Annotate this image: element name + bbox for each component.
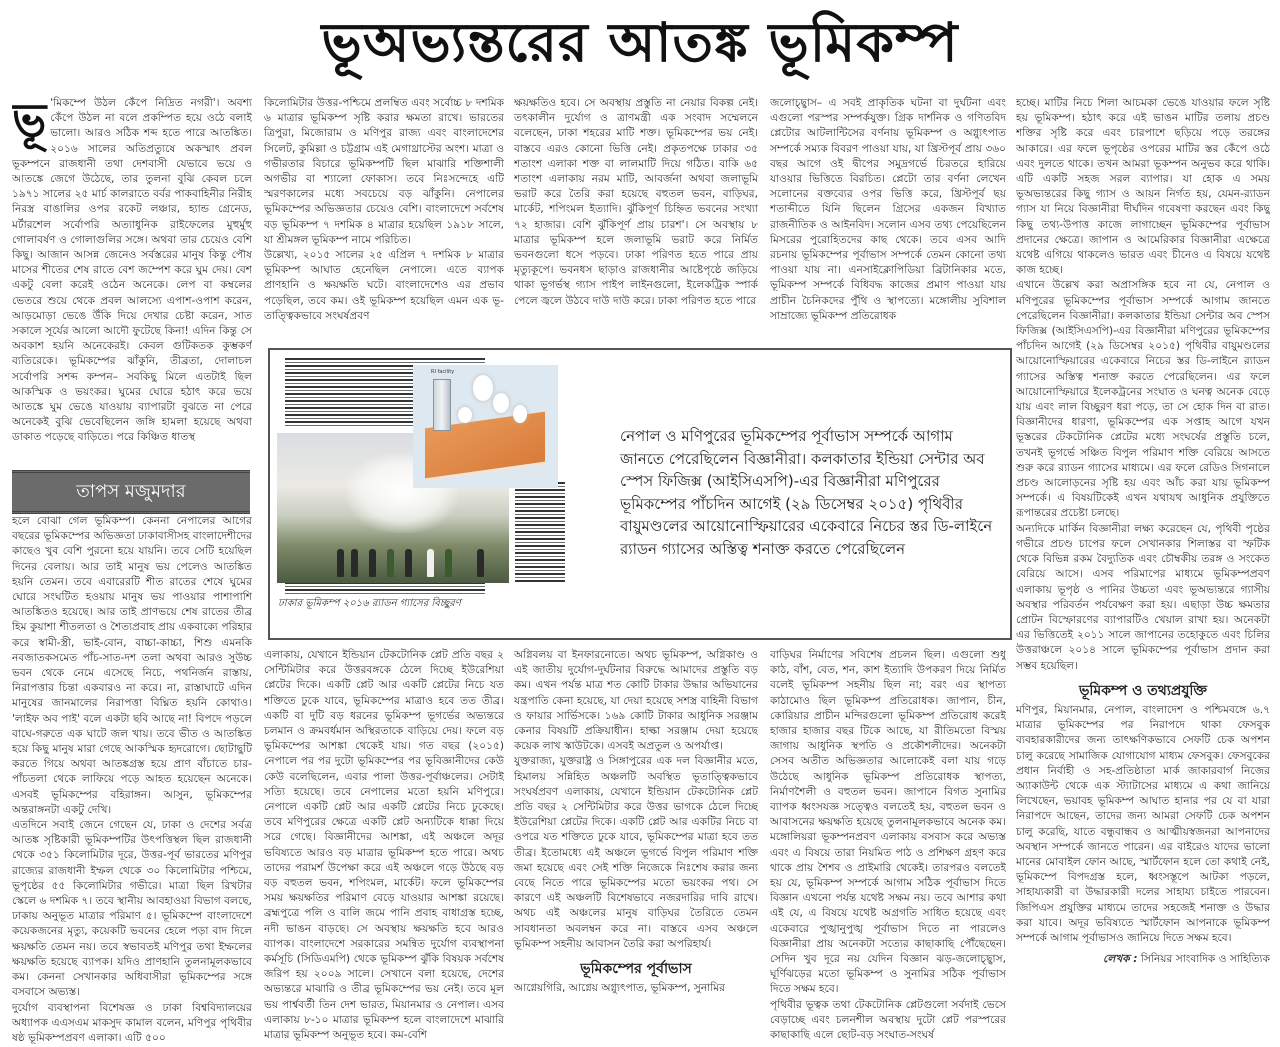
column-2-bottom (264, 648, 504, 1044)
headline: ভূঅভ্যন্তরের আতঙ্ক ভূমিকম্প (321, 10, 959, 74)
paragraph: হলে বোঝা গেল ভূমিকম্প। কেননা নেপালের আগের বছরের ভূমিকম্পের অভিজ্ঞতা ঢাকাবাসীসহ বাংলাদেশীদের কাছেও খুব বেশি পুরনো হয়ে যায়নি। তবে সেটি হয়েছিল দিনের বেলায়। আর তাই মানুষ ভয় পেলেও আতঙ্কিত হয়নি তেমন। তবে এবারেরটি শীত রাতের শেষে ঘুমের ঘোরে সংঘটিত হওয়ায় মানুষ ভয় পাওয়ার পাশাপাশি আতঙ্কিতও হয়েছে। আর তাই প্রাণভয়ে শেষ রাতের তীব্র হিম কুয়াশা শীতলতা ও শৈত্যপ্রবাহ প্রায় একবাক্যে পরিহার করে স্বামী-স্ত্রী, ভাই-বোন, বাচ্চা-কাচ্চা, শিশু এমনকি নবজাতকসমেত পাঁচ-সাত-দশ তলা অথবা আরও সুউচ্চ ভবন থেকে নেমে এসেছে নিচে, পথনির্জন রাস্তায়, নিরাপত্তার চিন্তা একবারও না করে। না, রাস্তাঘাটে এদিন মানুষের জানমালের নিরাপত্তা বিঘ্নিত হয়নি কোথাও। 'লাইফ অব পাই' বলে একটা ছবি আছে না! বিপদে পড়লে বাঘে-গরুতে এক ঘাটে জল খায়। তবে ভীত ও আতঙ্কিত হয়ে কিছু মানুষ মারা গেছে আকস্মিক হৃদরোগে। ছোটাছুটি করতে গিয়ে অথবা আতঙ্কগ্রস্ত হয়ে প্রাণ বাঁচাতে চার-পাঁচতলা থেকে লাফিয়ে পড়ে আহত হয়েছেন অনেকে। এসবই ভূমিকম্পের বহিরাঙ্গন। আসুন, ভূমিকম্পের অন্তরাঙ্গনটা একটু দেখি। (12, 515, 252, 816)
paragraph: বাড়িঘর নির্মাণের সবিশেষ প্রচলন ছিল। এগুলো শুধু কাঠ, বাঁশ, বেত, শন, কাশ ইত্যাদি উপকরণ দিয়ে নির্মিত বলেই ভূমিকম্প সহনীয় ছিল না; বরং এর স্থাপত্য কাঠামোও ছিল ভূমিকম্প প্রতিরোধক। জাপান, চীন, কোরিয়ার প্রাচীন মন্দিরগুলো ভূমিকম্প প্রতিরোধ করেই হাজার হাজার বছর টিকে আছে, যা রীতিমতো বিস্ময় জাগায় আধুনিক স্থপতি ও প্রকৌশলীদের। অনেকটা সেসব অতীত অভিজ্ঞতার আলোকেই বলা যায় গড়ে উঠেছে আধুনিক ভূমিকম্প প্রতিরোধক স্থাপত্য, নির্মাণশৈলী ও বহুতল ভবন। জাপানে বিগত সুনামির ব্যাপক ধ্বংসযজ্ঞ সত্ত্বেও বলতেই হয়, বহুতল ভবন ও আবাসনের ক্ষয়ক্ষতি হয়েছে তুলনামূলকভাবে অনেক কম। মঙ্গোলিয়রা ভূকম্পনপ্রবণ এলাকায় বসবাস করে অভ্যস্ত এবং এ বিষয়ে তারা নিয়মিত পাঠ ও প্রশিক্ষণ গ্রহণ করে থাকে প্রায় শৈশব ও প্রাইমারি থেকেই। তারপরও বলতেই হয় যে, ভূমিকম্প সম্পর্কে আগাম সঠিক পূর্বাভাস দিতে বিজ্ঞান এখনো পর্যন্ত যথেষ্ট সক্ষম নয়। তবে আশার কথা এই যে, এ বিষয়ে যথেষ্ট অগ্রগতি সাধিত হয়েছে এবং একেবারে পুঙ্খানুপুঙ্খ পূর্বাভাস দিতে না পারলেও বিজ্ঞানীরা প্রায় অনেকটা সত্যের কাছাকাছি পৌঁছেছেন। সেদিন খুব দূরে নয় যেদিন বিজ্ঞান ঝড়-জলোচ্ছ্বাস, ঘূর্ণিঝড়ের মতো ভূমিকম্প ও সুনামির সঠিক পূর্বাভাস দিতে সক্ষম হবে। (770, 649, 1006, 996)
paragraph: এলাকায়, যেখানে ইন্ডিয়ান টেকটোনিক প্লেট প্রতি বছর ২ সেন্টিমিটার করে উত্তরবঙ্গকে ঠেলে দিচ্ছে ইউরেশিয়া প্লেটের দিকে। একটি প্লেট আর একটি প্লেটের নিচে যত শক্তিতে ঢুকে যাবে, ভূমিকম্পের মাত্রাও হবে তত তীব্র। একটি বা দুটি বড় ধরনের ভূমিকম্প ভূগর্ভের অভ্যন্তরে চলমান ও ক্রমবর্ধমান অস্থিরতাকে বাড়িয়ে দেয়। ফলে বড় ভূমিকম্পের আশঙ্কা থেকেই যায়। গত বছর (২০১৫) নেপালে পর পর দুটো ভূমিকম্পের পর ভূবিজ্ঞানীদের কেউ কেউ বলেছিলেন, এবার পালা উত্তর-পূর্বাঞ্চলের। সেটাই সত্যি হয়েছে। তবে নেপালের মতো হয়নি মণিপুরে। নেপালে একটি প্লেট আর একটি প্লেটের নিচে ঢুকেছে। তবে মণিপুরের ক্ষেত্রে একটি প্লেট অন্যটিকে ধাক্কা দিয়ে সরে গেছে। বিজ্ঞানীদের আশঙ্কা, এই অঞ্চলে অদূর ভবিষ্যতে আরও বড় মাত্রার ভূমিকম্প হতে পারে। অথচ তাদের পরামর্শ উপেক্ষা করে এই অঞ্চলে গড়ে উঠছে বড় বড় বহুতল ভবন, শপিংমল, মার্কেট। ফলে ভূমিকম্পের সময় ক্ষয়ক্ষতির পরিমাণ বেড়ে যাওয়ার আশঙ্কা রয়েছে। ব্রহ্মপুত্রে পলি ও বালি জমে পানি প্রবাহ বাধাগ্রস্ত হচ্ছে, নদী ভাঙন বাড়ছে। সে অবস্থায় ক্ষয়ক্ষতি হবে আরও ব্যাপক। বাংলাদেশে সরকারের সমন্বিত দুর্যোগ ব্যবস্থাপনা কর্মসূচি (সিডিএমপি) থেকে ভূমিকম্প ঝুঁকি বিষয়ক সর্বশেষ জরিপ হয় ২০০৯ সালে। সেখানে বলা হয়েছে, দেশের অভ্যন্তরে মাঝারি ও তীব্র ভূমিকম্পের ভয় নেই। তবে মূল ভয় পার্শ্ববর্তী তিন দেশ ভারত, মিয়ানমার ও নেপাল। এসব এলাকায় ৮-১০ মাত্রার ভূমিকম্প হলে বাংলাদেশে মাঝারি মাত্রার ভূমিকম্প অনুভূত হবে। কম-বেশি (264, 649, 504, 1042)
column-4-bottom (770, 648, 1006, 1044)
column-5 (1016, 96, 1270, 1046)
dropcap: ভূ (12, 96, 47, 147)
paragraph: দুর্যোগ ব্যবস্থাপনা বিশেষজ্ঞ ও ঢাকা বিশ্ববিদ্যালয়ের অধ্যাপক এএসএম মাকসুদ কামাল বলেন, মণিপুর পৃথিবীর ষষ্ঠ ভূমিকম্পপ্রবণ এলাকা। এটি ৫০০ (12, 1001, 252, 1044)
diagram-label: RI facility (431, 369, 455, 375)
paragraph: অগ্নিবলয় বা ইনফারনোতে। অথচ ভূমিকম্প, অগ্নিকাণ্ড ও এই জাতীয় দুর্যোগ-দুর্ঘটনার বিরুদ্ধে আমাদের প্রস্তুতি বড় কম। এখন পর্যন্ত মাত্র শত কোটি টাকার উদ্ধার অভিযানের যন্ত্রপাতি কেনা হয়েছে, যা দেয়া হয়েছে সশস্ত্র বাহিনী বিভাগ ও ফায়ার সার্ভিসকে। ১৬৯ কোটি টাকার আধুনিক সরঞ্জাম কেনার বিষয়টি প্রক্রিয়াধীন। হাল্কা সরঞ্জাম দেয়া হয়েছে কয়েক লাখ স্কাউটকে। এসবই অপ্রতুল ও অপর্যাপ্ত। (514, 649, 758, 753)
paragraph: এখানে উল্লেখ করা অপ্রাসঙ্গিক হবে না যে, নেপাল ও মণিপুরের ভূমিকম্পের পূর্বাভাস সম্পর্কে আগাম জানতে পেরেছিলেন বিজ্ঞানীরা। কলকাতার ইন্ডিয়া সেন্টার অব স্পেস ফিজিক্স (আইসিএসপি)-এর বিজ্ঞানীরা মণিপুরের ভূমিকম্পের পাঁচদিন আগেই (২৯ ডিসেম্বর ২০১৫) পৃথিবীর বায়ুমণ্ডলের আয়োনোস্ফিয়ারের একেবারে নিচের স্তর ডি-লাইনে র‌্যাডন গ্যাসের অস্তিত্ব শনাক্ত করতে পেরেছিলেন। এর ফলে আয়োনোস্ফিয়ারে ইলেকট্রনের সংঘাত ও ঘনত্ব অনেক বেড়ে যায় এবং লাল বিচ্ছুরণ ধরা পড়ে, তা সে হোক দিন বা রাত। বিজ্ঞানীদের ধারণা, ভূমিকম্পের এক সপ্তাহ আগে যখন ভূস্তরের টেকটোনিক প্লেটের মধ্যে সংঘর্ষের প্রস্তুতি চলে, তখনই ভূগর্ভে সঞ্চিত বিপুল পরিমাণ শক্তি বেরিয়ে আসতে শুরু করে র‌্যাডন গ্যাসের মাধ্যমে। এর ফলে রেডিও সিগনালে প্রচণ্ড আলোড়নের সৃষ্টি হয় এবং আঁচ করা যায় ভূমিকম্প সম্পর্কে। এ বিষয়টিকেই এখন যথাযথ আধুনিক প্রযুক্তিতে রূপান্তরের প্রচেষ্টা চলছে। (1016, 279, 1270, 520)
paragraph: ক্ষয়ক্ষতিও হবে। সে অবস্থায় প্রস্তুতি না নেয়ার বিকল্প নেই। তৎকালীন দুর্যোগ ও ত্রাণমন্ত্রী এক সংবাদ সম্মেলনে বলেছেন, ঢাকা শহরের মাটি শক্ত। ভূমিকম্পের ভয় নেই। বাস্তবে এরও কোনো ভিত্তি নেই। প্রকৃতপক্ষে ঢাকার ৩৫ শতাংশ এলাকা শক্ত বা লালমাটি দিয়ে গঠিত। বাকি ৬৫ শতাংশ এলাকায় নরম মাটি, আবর্জনা অথবা জলাভূমি ভরাট করে তৈরি করা হয়েছে বহুতল ভবন, বাড়িঘর, মার্কেট, শপিংমল ইত্যাদি। ঝুঁকিপূর্ণ চিহ্নিত ভবনের সংখ্যা ৭২ হাজার। বেশি ঝুঁকিপূর্ণ প্রায় চারশ'। সে অবস্থায় ৮ মাত্রার ভূমিকম্প হলে জলাভূমি ভরাট করে নির্মিত ভবনগুলো ধসে পড়বে। ঢাকা পরিণত হতে পারে প্রায় মৃত্যুকূপে। ভবনধস ছাড়াও রাজধানীর আষ্টেপৃষ্ঠে জড়িয়ে থাকা ভূগর্ভস্থ গ্যাস পাইপ লাইনগুলো, ইলেকট্রিক স্পার্ক পেলে জ্বলে উঠবে দাউ দাউ করে। ঢাকা পরিণত হতে পারে (514, 97, 758, 307)
paragraph: হচ্ছে। মাটির নিচে শিলা আচমকা ভেঙে যাওয়ার ফলে সৃষ্টি হয় ভূমিকম্প। হঠাৎ করে এই ভাঙন মাটির তলায় প্রচণ্ড শক্তির সৃষ্টি করে এবং চারপাশে ছড়িয়ে পড়ে তরঙ্গের আকারে। এর ফলে ভূপৃষ্ঠের ওপরের মাটির স্তর কেঁপে ওঠে এবং দুলতে থাকে। তখন আমরা ভূকম্পন অনুভব করে থাকি। এটি একটি সহজ সরল ব্যাপার। যা হোক এ সময় ভূঅভ্যন্তরের কিছু গ্যাস ও আয়ন নির্গত হয়, যেমন-র‌্যাডন গ্যাস যা নিয়ে বিজ্ঞানীরা দীর্ঘদিন গবেষণা করছেন এবং কিছু কিছু তথ্য-উপাত্ত কাজে লাগাচ্ছেন ভূমিকম্পের পূর্বাভাস প্রদানের ক্ষেত্রে। জাপান ও আমেরিকার বিজ্ঞানীরা এক্ষেত্রে যথেষ্ট এগিয়ে থাকলেও ভারত এবং চীনেও এ বিষয়ে যথেষ্ট কাজ হচ্ছে। (1016, 97, 1270, 277)
lead-paragraph: ভূ 'মিকম্পে উঠল কেঁপে নিদ্রিত নগরী'। অবশ্য কেঁপে উঠল না বলে প্রকম্পিত হয়ে ওঠে বলাই ভালো। আরও সঠিক শব্দ হতে পারে আতঙ্কিত। ২০১৬ সালের অতিপ্রত্যুষে অকস্মাৎ প্রবল ভূকম্পনে রাজধানী তথা দেশবাসী যেভাবে ভয়ে ও আতঙ্কে জেগে উঠেছে, তার তুলনা বুঝি কেবল চলে ১৯৭১ সালের ২৫ মার্চ কালরাতে বর্বর পাকবাহিনীর নিরীহ নিরস্ত্র বাঙালির ওপর রকেট লঞ্চার, হ্যান্ড গ্রেনেড, মর্টারশেল সর্বোপরি অত্যাধুনিক রাইফেলের মুহুর্মুহু গোলাবর্ষণ ও গোলাগুলির সঙ্গে। অথবা তার চেয়েও বেশি কিছু। আজান আসন্ন জেনেও সর্বস্তরের মানুষ কিন্তু পৌষ মাসের শীতের শেষ রাতে বেশ জম্পেশ করে ঘুম দেয়। বেশ একটু বেলা করেই ওঠেন অনেকে। লেপ বা কম্বলের ভেতরে শুয়ে থেকে প্রবল আলস্যে এপাশ-ওপাশ করেন, আড়মোড়া ভেঙে উঁকি দিয়ে দেখার চেষ্টা করেন, সাত সকালে সূর্যের আলো আদৌ ফুটেছে কিনা! এদিন কিন্তু সে অবকাশ হয়নি অনেকেরই। কেবল গুটিকতক কুম্ভকর্ণ ব্যতিরেকে। ভূমিকম্পের ঝাঁকুনি, তীব্রতা, দোলাচল সর্বোপরি সশব্দ কম্পন– সবকিছু মিলে এতটাই ছিল আকস্মিক ও ভয়ংকর। ঘুমের ঘোরে হঠাৎ করে ভয়ে আতঙ্কে ঘুম ভেঙে যাওয়ায় ব্যাপারটা বুঝতে না পেরে অনেকেই বুঝি ভেবেছিলেন জঙ্গি হামলা হয়েছে অথবা ডাকাত পড়েছে বাড়িতে। পরে কিঞ্চিত ধাতস্থ (12, 96, 252, 444)
paragraph: উল্লেখ্য, ২০১৫ সালের ২৫ এপ্রিল ৭ দশমিক ৮ মাত্রার ভূমিকম্প আঘাত হেনেছিল নেপালে। এতে ব্যাপক প্রাণহানি ও ক্ষয়ক্ষতি ঘটে। বাংলাদেশেও এর প্রভাব পড়েছিল, তবে কম। ওই ভূমিকম্প হয়েছিল এমন এক ভূ-তাত্ত্বিকভাবে সংঘর্ষপ্রবণ (264, 249, 504, 322)
decorative-stripes (515, 482, 565, 582)
author-label: লেখক : (1103, 953, 1138, 966)
author-name: তাপস মজুমদার (76, 481, 186, 502)
column-3-bottom (514, 648, 758, 1044)
paragraph: পৃথিবীর ভূত্বক তথা টেকটোনিক প্লেটগুলো সর্বদাই ভেসে বেড়াচ্ছে এবং চলনশীল অবস্থায় দুটো প্লেট পরস্পরের কাছাকাছি এলে ছোট-বড় সংঘাত-সংঘর্ষ (770, 998, 1006, 1042)
headline-area (0, 0, 1280, 88)
paragraph: আগ্নেয়গিরি, আগ্নেয় অগ্ন্যুৎপাত, ভূমিকম্প, সুনামির (514, 982, 725, 995)
decorative-stripes (285, 582, 485, 594)
byline (12, 470, 250, 514)
tectonic-diagram (413, 365, 558, 488)
pullquote: নেপাল ও মণিপুরের ভূমিকম্পের পূর্বাভাস সম্পর্কে আগাম জানতে পেরেছিলেন বিজ্ঞানীরা। কলকাতার ইন্ডিয়া সেন্টার অব স্পেস ফিজিক্স (আইসিএসপি)-এর বিজ্ঞানীরা মণিপুরের ভূমিকম্পের পাঁচদিন আগেই (২৯ ডিসেম্বর ২০১৫) পৃথিবীর বায়ুমণ্ডলের আয়োনোস্ফিয়ারের একেবারে নিচের স্তর ডি-লাইনে র‌্যাডন গ্যাসের অস্তিত্ব শনাক্ত করতে পেরেছিলেন (620, 427, 993, 558)
author-credit (1016, 952, 1270, 967)
column-4-top (770, 96, 1006, 342)
paragraph: এতদিনে সবাই জেনে গেছেন যে, ঢাকা ও দেশের সর্বত্র আতঙ্ক সৃষ্টিকারী ভূমিকম্পটির উৎপত্তিস্থল ছিল রাজধানী থেকে ৩৫১ কিলোমিটার দূরে, উত্তর-পূর্ব ভারতের মণিপুর রাজ্যের রাজধানী ইম্ফল থেকে ৩০ কিলোমিটার পশ্চিমে, ভূপৃষ্ঠের ৫৫ কিলোমিটার গভীরে। মাত্রা ছিল রিখটার স্কেলে ৬ দশমিক ৭। তবে স্থানীয় আবহাওয়া বিভাগ বলছে, ঢাকায় অনুভূত মাত্রার পরিমাণ ৫। ভূমিকম্পে বাংলাদেশে কয়েকজনের মৃত্যু, কয়েকটি ভবনের হেলে পড়া বাদ দিলে ক্ষয়ক্ষতি তেমন নয়। তবে স্বভাবতই মণিপুর তথা ইম্ফলের ক্ষয়ক্ষতি হয়েছে ব্যাপক। যদিও প্রাণহানি তুলনামূলকভাবে কম। কেননা সেখানকার অধিবাসীরা ভূমিকম্পের সঙ্গে বসবাসে অভ্যস্ত। (12, 819, 252, 999)
column-2-top (264, 96, 504, 342)
paragraph: মণিপুর, মিয়ানমার, নেপাল, বাংলাদেশ ও পশ্চিমবঙ্গে ৬.৭ মাত্রার ভূমিকম্পের পর নিরাপদে থাকা ফেসবুক ব্যবহারকারীদের জন্য তাৎক্ষণিকভাবে সেফটি চেক অপশন চালু করেছে সামাজিক যোগাযোগ মাধ্যম ফেসবুক। ফেসবুকের প্রধান নির্বাহী ও সহ-প্রতিষ্ঠাতা মার্ক জাকারবার্গ নিজের অ্যাকাউন্ট থেকে এক স্ট্যাটাসের মাধ্যমে এ কথা জানিয়ে লিখেছেন, ভয়াবহ ভূমিকম্প আঘাত হানার পর যে বা যারা নিরাপদে আছেন, তাদের জন্য আমরা সেফটি চেক অপশন চালু করেছি, যাতে বন্ধুবান্ধব ও আত্মীয়স্বজনরা আপনাদের অবস্থান সম্পর্কে জানতে পারেন। এর বাইরেও যাদের ভালো মানের মোবাইল ফোন আছে, স্মার্টফোন হলে তো কথাই নেই, ভূমিকম্পে বিপদগ্রস্ত হলে, ধ্বংসস্তূপে আটকা পড়লে, সাহায্যকারী বা উদ্ধারকারী দলের সাহায্য চাইতে পারবেন। জিপিএস প্রযুক্তির মাধ্যমে তাদের সহজেই শনাক্ত ও উদ্ধার করা যাবে। অদূর ভবিষ্যতে স্মার্টফোন আপনাকে ভূমিকম্প সম্পর্কে আগাম পূর্বাভাসও জানিয়ে দিতে সক্ষম হবে। (1016, 703, 1270, 944)
column-3-top (514, 96, 758, 342)
subheading-technology: ভূমিকম্প ও তথ্যপ্রযুক্তি (1078, 682, 1208, 699)
author-description: সিনিয়র সাংবাদিক ও সাহিত্যিক (1140, 953, 1270, 966)
paragraph: অন্যদিকে মার্কিন বিজ্ঞানীরা লক্ষ্য করেছেন যে, পৃথিবী পৃষ্ঠের গভীরে প্রচণ্ড চাপের ফলে সেখানকার শিলাস্তর বা স্ফটিক থেকে বিভিন্ন রকম বৈদ্যুতিক এবং চৌম্বকীয় তরঙ্গ ও সংকেত বেরিয়ে আসে। এসব পরিমাপের মাধ্যমে ভূমিকম্পপ্রবণ এলাকায় ভূপৃষ্ঠ ও পানির উচ্চতা এবং ভূঅভ্যন্তরে গ্যাসীয় অবস্থার পরিবর্তন পর্যবেক্ষণ করা হয়। এছাড়া উচ্চ ক্ষমতার প্রোটন বিস্ফোরণের ব্যাপারটিও খেয়াল রাখা হয়। অনেকটা এর ভিত্তিতেই ২০১১ সালে জাপানের তহোকুতে এবং চিলির উত্তরাঞ্চলে ২০১৪ সালে ভূমিকম্পের পূর্বাভাস প্রদান করা সম্ভব হয়েছিল। (1016, 522, 1270, 672)
paragraph: জলোচ্ছ্বাস– এ সবই প্রাকৃতিক ঘটনা বা দুর্ঘটনা এবং এগুলো পরস্পর সম্পর্কযুক্ত। গ্রিক দার্শনিক ও গণিতবিদ প্লেটোর আটলান্টিসের বর্ণনায় ভূমিকম্প ও অগ্ন্যুৎপাত সম্পর্কে সম্যক বিবরণ পাওয়া যায়, যা খ্রিস্টপূর্ব প্রায় ৩৬০ বছর আগে ওই দ্বীপের সমুদ্রগর্ভে চিরতরে হারিয়ে যাওয়ার ভিত্তিতে বিরচিত। প্লেটো তার বর্ণনা লেখেন সলোনের বক্তব্যের ওপর ভিত্তি করে, খ্রিস্টপূর্ব ছয় শতাব্দীতে যিনি ছিলেন গ্রিসের একজন বিখ্যাত রাজনীতিক ও আইনবিদ। সলোন এসব তথ্য পেয়েছিলেন মিসরের পুরোহিতদের কাছ থেকে। তবে এসব আদি রচনায় ভূমিকম্পের পূর্বাভাস সম্পর্কে তেমন কোনো তথ্য পাওয়া যায় না। এনসাইক্লোপিডিয়া ব্রিটানিকার মতে, ভূমিকম্প সম্পর্কে বিধিবদ্ধ কাজের প্রমাণ পাওয়া যায় প্রাচীন চৈনিকদের পুঁথি ও স্থাপত্যে। মঙ্গোলীয় সুবিশাল সাম্রাজ্যে ভূমিকম্প প্রতিরোধক (770, 97, 1006, 322)
column-1-top (12, 96, 252, 466)
column-1-bottom (12, 514, 252, 1044)
photo-caption: ঢাকার ভূমিকম্প ২০১৬ র‌্যাডন গ্যাসের বিচ্ছুরণ (278, 598, 461, 609)
paragraph: যুক্তরাজ্য, যুক্তরাষ্ট্র ও সিঙ্গাপুরের এক দল বিজ্ঞানীর মতে, হিমালয় সন্নিহিত অঞ্চলটি অবস্থিত ভূতাত্ত্বিকভাবে সংঘর্ষপ্রবণ এলাকায়, যেখানে ইন্ডিয়ান টেকটোনিক প্লেট প্রতি বছর ২ সেন্টিমিটার করে উত্তর ভাগকে ঠেলে দিচ্ছে ইউরেশিয়া প্লেটের দিকে। একটি প্লেট আর একটির নিচে বা ওপরে যত শক্তিতে ঢুকে যাবে, ভূমিকম্পের মাত্রা হবে তত তীব্র। ইতোমধ্যে এই অঞ্চলে ভূগর্ভে বিপুল পরিমাণ শক্তি জমা হয়েছে এবং সেই শক্তি নিজেকে নিঃশেষ করার জন্য বেছে নিতে পারে ভূমিকম্পের মতো ভয়ংকর পথ। সে কারণে এই অঞ্চলটি বিশেষভাবে নজরদারির দাবি রাখে। অথচ এই অঞ্চলের মানুষ বাড়িঘর তৈরিতে তেমন সাবধানতা অবলম্বন করে না। বাস্তবে এসব অঞ্চলে ভূমিকম্প সহনীয় আবাসন তৈরি করা অপরিহার্য। (514, 755, 758, 950)
subheading-forecast: ভূমিকম্পের পূর্বাভাস (580, 961, 692, 978)
paragraph: কিলোমিটার উত্তর-পশ্চিমে প্রলম্বিত এবং সর্বোচ্চ ৮ দশমিক ৬ মাত্রার ভূমিকম্প সৃষ্টি করার ক্ষমতা রাখে। ভারতের ত্রিপুরা, মিজোরাম ও মণিপুর রাজ্য এবং বাংলাদেশের সিলেট, কুমিল্লা ও চট্টগ্রাম এই মেগাথ্রাস্টের অংশ। মাত্রা ও গভীরতার বিচারে ভূমিকম্পটি ছিল মাঝারি শক্তিশালী অগভীর বা শ্যালো ফোকাস। তবে নিঃসন্দেহে এটি স্মরণকালের মধ্যে সবচেয়ে বড় ঝাঁকুনি। নেপালের ভূমিকম্পের অভিজ্ঞতার চেয়েও বেশি। বাংলাদেশে সর্বশেষ বড় ভূমিকম্প ৭ দশমিক ৪ মাত্রার হয়েছিল ১৯১৮ সালে, যা শ্রীমঙ্গল ভূমিকম্প নামে পরিচিত। (264, 97, 504, 246)
feature-box (268, 348, 1012, 640)
